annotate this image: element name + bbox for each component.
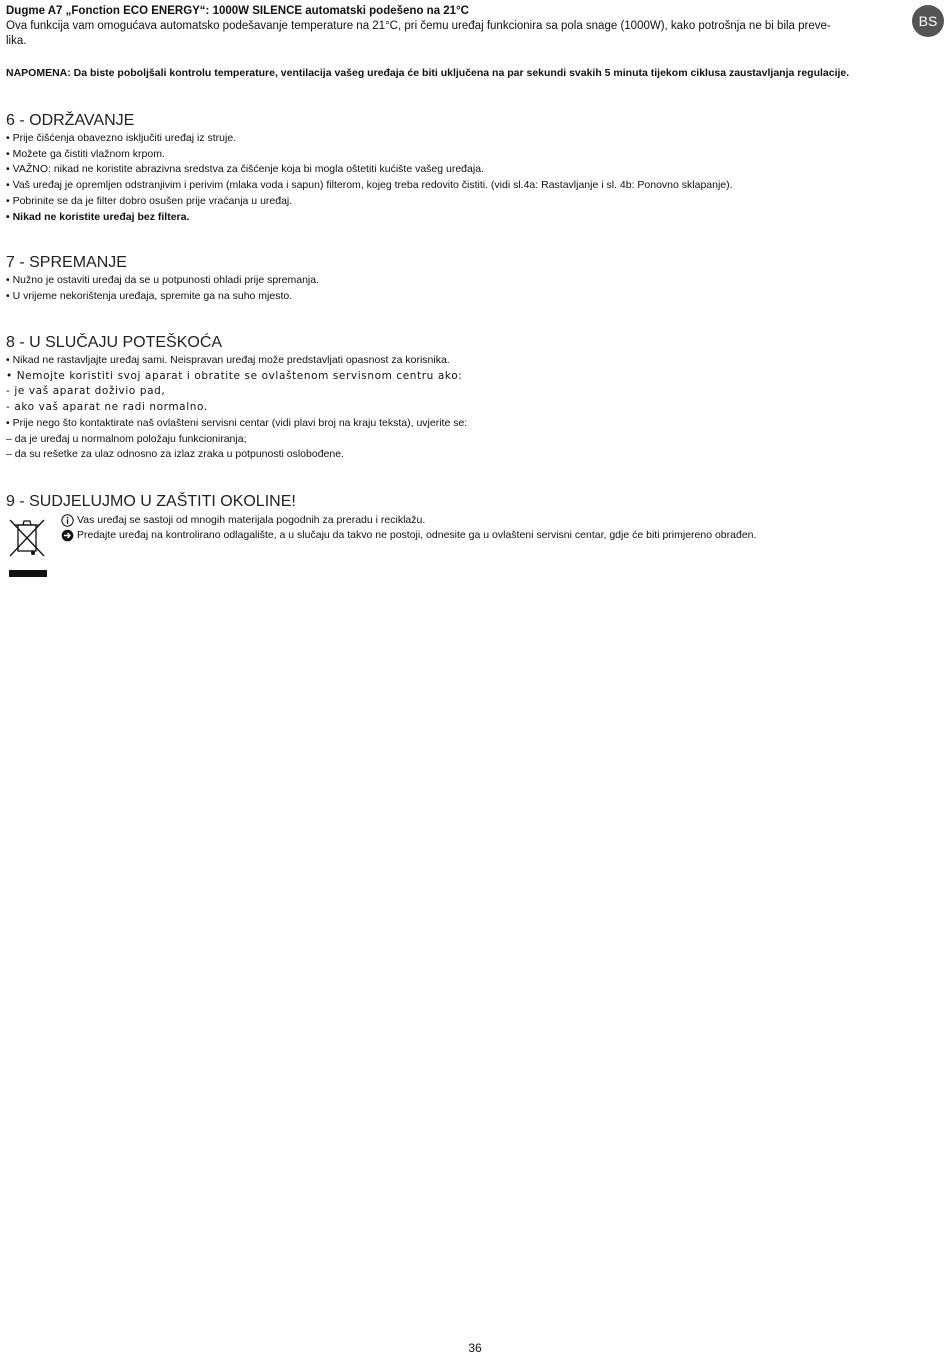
list-item: • Pobrinite se da je filter dobro osušen prije vraćanja u uređaj. [6,194,293,207]
env-line-disposal [61,528,941,543]
info-icon [61,514,74,527]
section-environment [6,493,936,512]
section-storage [6,254,936,304]
section-maintenance [6,112,936,225]
list-item: – da je uređaj u normalnom položaju funkcioniranja; [6,432,247,445]
language-badge: BS [912,5,944,37]
list-item: • Vaš uređaj je opremljen odstranjivim i perivim (mlaka voda i sapun) filterom, kojeg treba redovito čistiti. (vidi sl.4a: Rastavljanje i sl. 4b: Ponovno sklapanje). [6,179,733,192]
intro-text-line2: lika. [6,35,27,47]
env-text: Vas uređaj se sastoji od mnogih materijala pogodnih za preradu i reciklažu. [77,514,426,526]
list-item: • Nikad ne rastavljajte uređaj sami. Neispravan uređaj može predstavljati opasnost za korisnika. [6,354,450,366]
list-item: • Nužno je ostaviti uređaj da se u potpunosti ohladi prije spremanja. [6,274,320,286]
section-title: 6 - ODRŽAVANJE [6,112,135,129]
intro-note: NAPOMENA: Da biste poboljšali kontrolu temperature, ventilacija vašeg uređaja će biti uključena na par sekundi svakih 5 minuta tijekom ciklusa zaustavljanja regulacije. [6,67,850,79]
arrow-circle-icon [61,529,74,542]
list-item: • U vrijeme nekorištenja uređaja, spremite ga na suho mjesto. [6,289,293,302]
list-item: • VAŽNO: nikad ne koristite abrazivna sredstva za čišćenje koja bi mogla oštetiti kućište vašeg uređaja. [6,163,484,176]
list-item-warning: • Nikad ne koristite uređaj bez filtera. [6,210,190,223]
env-line-recycle [61,513,941,528]
list-item: • Prije nego što kontaktirate naš ovlašteni servisni centar (vidi plavi broj na kraju teksta), uvjerite se: [6,416,468,429]
list-item: - ako vaš aparat ne radi normalno. [6,401,208,414]
list-item: - je vaš aparat doživio pad, [6,385,166,398]
list-item: • Možete ga čistiti vlažnom krpom. [6,147,165,160]
section-title: 7 - SPREMANJE [6,254,127,271]
weee-bin-icon [6,516,50,578]
section-troubleshooting [6,334,936,463]
environment-lines [61,513,941,543]
env-text: Predajte uređaj na kontrolirano odlagalište, a u slučaju da takvo ne postoji, odnesite ga u ovlašteni servisni centar, gdje će biti primjereno obrađen. [77,529,757,541]
intro-block [6,4,906,80]
list-item: • Prije čišćenja obavezno isključiti uređaj iz struje. [6,132,237,144]
intro-text-line1: Ova funkcija vam omogućava automatsko podešavanje temperature na 21°C, pri čemu uređaj funkcionira sa pola snage (1000W), kako potrošnja ne bi bila preve- [6,20,831,32]
intro-title: Dugme A7 „Fonction ECO ENERGY“: 1000W SILENCE automatski podešeno na 21°C [6,5,469,17]
list-item: – da su rešetke za ulaz odnosno za izlaz zraka u potpunosti oslobođene. [6,448,344,461]
page-number: 36 [468,1341,482,1355]
list-item: • Nemojte koristiti svoj aparat i obratite se ovlaštenom servisnom centru ako: [6,369,463,382]
section-title: 8 - U SLUČAJU POTEŠKOĆA [6,334,223,351]
section-title: 9 - SUDJELUJMO U ZAŠTITI OKOLINE! [6,493,296,510]
